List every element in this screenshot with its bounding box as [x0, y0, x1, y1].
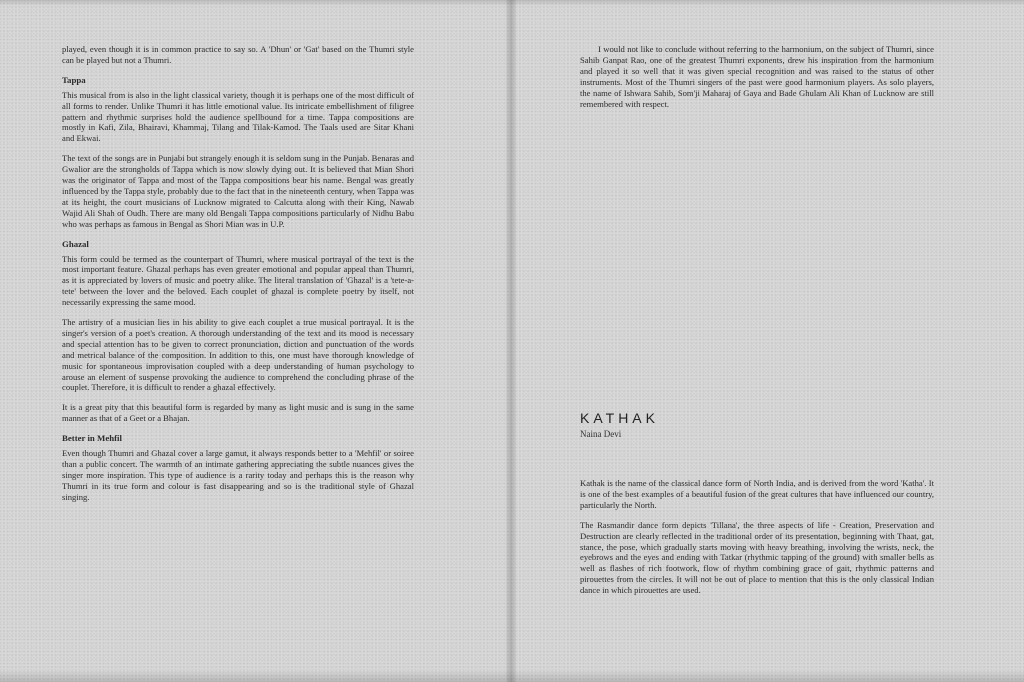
harmonium-paragraph: I would not like to conclude without referring to the harmonium, on the subject of Thumri, since Sahib Ganpat Rao, one of the greatest Thumri exponents, drew his inspiration from the harmonium and played it so well that it was given special recognition and was raised to the status of other instruments. Most of the Thumri singers of the past were good harmonium players. As solo players, the name of Ishwara Sahib, Som'ji Maharaj of Gaya and Bade Ghulam Ali Khan of Lucknow are still remembered with respect.	[580, 44, 934, 109]
ghazal-paragraph-3: It is a great pity that this beautiful form is regarded by many as light music and is sung in the same manner as that of a Geet or a Bhajan.	[62, 402, 414, 424]
mehfil-heading: Better in Mehfil	[62, 433, 122, 444]
kathak-title: KATHAK	[580, 410, 659, 426]
ghazal-heading: Ghazal	[62, 238, 89, 249]
ghazal-paragraph-2: The artistry of a musician lies in his ability to give each couplet a true musical portrayal. It is the singer's version of a poet's creation. A thorough understanding of the text and its mood is necessary and special attention has to be given to correct pronunciation, diction and punctuation of the words and metrical balance of the composition. In addition to this, one must have thorough knowledge of music for spontaneous improvisation coupled with a deep understanding of human psychology to arouse an element of suspense provoking the audience to comprehend the concluding phrase of the couplet. Therefore, it is difficult to render a ghazal effectively.	[62, 317, 414, 393]
tappa-paragraph-1: This musical from is also in the light classical variety, though it is perhaps one of the most difficult of all forms to render. Unlike Thumri it has little emotional value. Its intricate embellishment of filigree pattern and rhythmic surprises hold the audience spellbound for a time. Tappa compositions are mostly in Kafi, Zila, Bhairavi, Khammaj, Tilang and Tilak-Kamod. The Taals used are Sitar Khani and Ekwai.	[62, 89, 414, 144]
page-bottom-shadow	[0, 670, 1024, 682]
kathak-title-block	[580, 410, 934, 439]
tappa-heading: Tappa	[62, 74, 86, 85]
kathak-paragraph-1: Kathak is the name of the classical dance form of North India, and is derived from the word 'Katha'. It is one of the best examples of a beautiful fusion of the great cultures that have influenced our country, particularly the North.	[580, 478, 934, 510]
mehfil-paragraph-1: Even though Thumri and Ghazal cover a large gamut, it always responds better to a 'Mehfil' or soiree than a public concert. The warmth of an intimate gathering appreciating the subtle nuances gives the singer more inspiration. This type of audience is a rarity today and perhaps this is the reason why Thumri in its true form and colour is fast disappearing and so is the traditional style of Ghazal singing.	[62, 448, 414, 502]
kathak-paragraph-2: The Rasmandir dance form depicts 'Tillana', the three aspects of life - Creation, Preservation and Destruction are clearly reflected in the traditional order of its presentation, beginning with Thaat, gat, stance, the pose, which gradually starts moving with heavy breathing, involving the wrists, neck, the eyebrows and the eyes and ending with Tatkar (rhythmic tapping of the ground) with smaller bells as well as flashes of rich footwork, flow of rhythm combining grace of gait, rhythmic patterns and pirouettes from the circles. It will not be out of place to mention that this is the only classical Indian dance in which pirouettes are used.	[580, 519, 934, 596]
book-gutter	[506, 0, 516, 682]
tappa-paragraph-2: The text of the songs are in Punjabi but strangely enough it is seldom sung in the Punjab. Benaras and Gwalior are the strongholds of Tappa which is now slowly dying out. It is believed that Mian Shori was the originator of Tappa and most of the Tappa compositions bear his name. Bengal was greatly influenced by the Tappa style, probably due to the fact that in the nineteenth century, when Tappa was at its height, the court musicians of Lucknow migrated to Calcutta along with their King, Nawab Wajid Ali Shah of Oudh. There are many old Bengali Tappa compositions particularly of Nidhu Babu who was perhaps as famous in Bengal as Shori Mian was in U.P.	[62, 153, 414, 229]
intro-paragraph: played, even though it is in common practice to say so. A 'Dhun' or 'Gat' based on the Thumri style can be played but not a Thumri.	[62, 44, 414, 65]
kathak-author: Naina Devi	[580, 429, 622, 439]
left-page	[62, 44, 414, 512]
right-page-top	[580, 44, 934, 109]
ghazal-paragraph-1: This form could be termed as the counterpart of Thumri, where musical portrayal of the text is the most important feature. Ghazal perhaps has even greater emotional and popular appeal than Thumri, as it is appreciated by lovers of music and poetry alike. The literal translation of 'Ghazal' is a 'tete-a-tete' between the lover and the beloved. Each couplet of ghazal is complete poetry by itself, not necessarily expressing the same mood.	[62, 253, 414, 308]
kathak-body	[580, 478, 934, 605]
